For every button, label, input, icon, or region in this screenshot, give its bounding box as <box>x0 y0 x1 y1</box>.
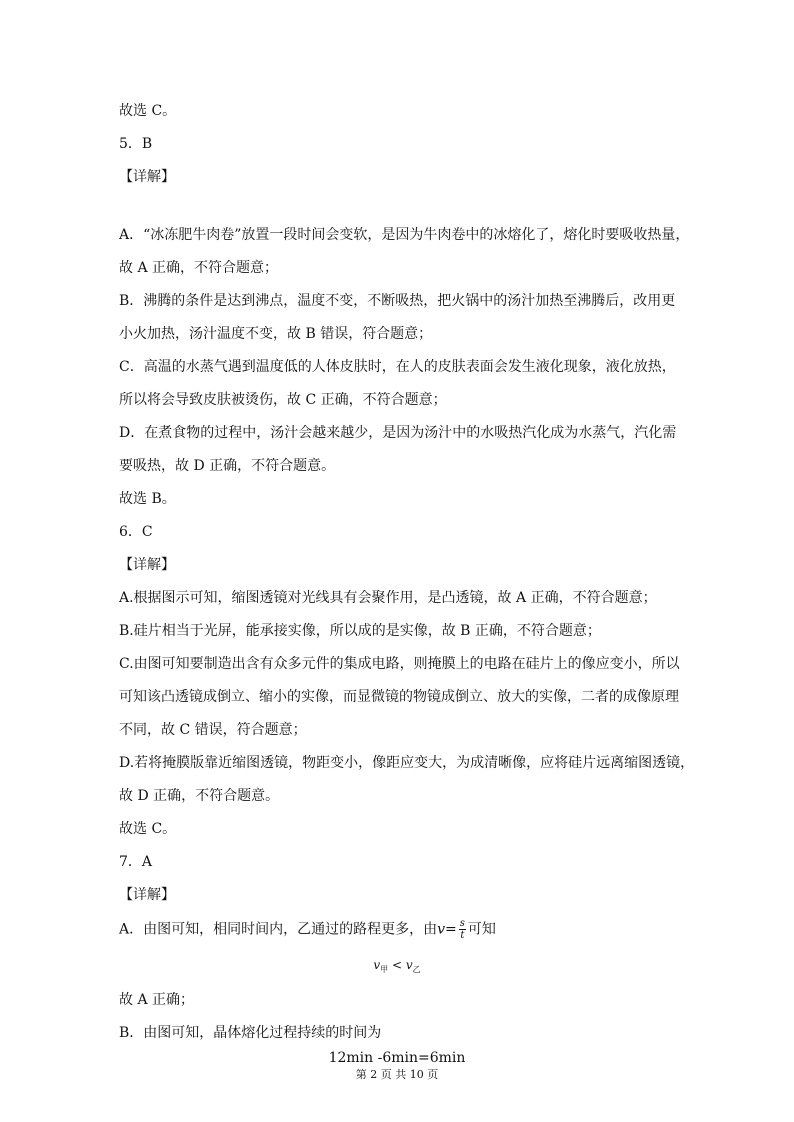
section-heading: 【详解】 <box>119 169 175 185</box>
section-heading: 【详解】 <box>119 887 175 903</box>
text-line: D．在煮食物的过程中，汤汁会越来越少，是因为汤汁中的水吸热汽化成为水蒸气，汽化需 <box>119 425 677 441</box>
time-equation: 12min -6min=6min <box>328 1050 466 1066</box>
text-line: 要吸热，故 D 正确，不符合题意。 <box>119 458 336 474</box>
fraction-denominator: t <box>460 930 465 941</box>
formula-prefix: A．由图可知，相同时间内，乙通过的路程更多，由 <box>119 921 438 938</box>
velocity-symbol-1: v <box>373 958 381 972</box>
section-heading: 【详解】 <box>119 557 175 573</box>
text-line: 故选 C。 <box>119 103 177 119</box>
text-line: 故 A 正确； <box>119 992 195 1008</box>
text-line: 小火加热，汤汁温度不变，故 B 错误，符合题意； <box>119 326 433 342</box>
subscript-1: 甲 <box>380 965 389 974</box>
question-number: 7．A <box>119 854 153 870</box>
formula-lhs: v <box>437 921 446 938</box>
fraction <box>459 918 466 941</box>
text-line: C．高温的水蒸气遇到温度低的人体皮肤时，在人的皮肤表面会发生液化现象，液化放热， <box>119 359 676 375</box>
text-line: A．“冰冻肥牛肉卷”放置一段时间会变软，是因为牛肉卷中的冰熔化了，熔化时要吸收热量， <box>119 227 690 243</box>
text-line: B．由图可知，晶体熔化过程持续的时间为 <box>119 1025 382 1041</box>
text-line: 故 D 正确，不符合题意。 <box>119 788 280 804</box>
less-than-sign: < <box>391 958 403 972</box>
velocity-symbol-2: v <box>405 958 413 972</box>
text-line: 故选 B。 <box>119 491 176 507</box>
text-line: B．沸腾的条件是达到沸点，温度不变，不断吸热，把火锅中的汤汁加热至沸腾后，改用更 <box>119 293 676 309</box>
text-line: 故选 C。 <box>119 821 177 837</box>
text-line: C.由图可知要制造出含有众多元件的集成电路，则掩膜上的电路在硅片上的像应变小，所以 <box>119 656 680 672</box>
question-number: 5．B <box>119 136 153 152</box>
formula-suffix: 可知 <box>467 921 496 938</box>
text-line: 可知该凸透镜成倒立、缩小的实像，而显微镜的物镜成倒立、放大的实像，二者的成像原理 <box>119 689 679 705</box>
subscript-2: 乙 <box>412 965 421 974</box>
page-footer: 第 2 页 共 10 页 <box>355 1068 439 1081</box>
velocity-comparison <box>0 958 794 975</box>
text-line: 不同，故 C 错误，符合题意； <box>119 722 307 738</box>
text-line: A.根据图示可知，缩图透镜对光线具有会聚作用，是凸透镜，故 A 正确，不符合题意； <box>119 590 657 606</box>
text-line: 所以将会导致皮肤被烫伤，故 C 正确，不符合题意； <box>119 392 447 408</box>
formula-equals: = <box>445 921 457 938</box>
text-line: 故 A 正确，不符合题意； <box>119 260 279 276</box>
fraction-numerator: s <box>459 918 465 929</box>
formula-line <box>119 918 496 941</box>
text-line: B.硅片相当于光屏，能承接实像，所以成的是实像，故 B 正确，不符合题意； <box>119 623 601 639</box>
question-number: 6．C <box>119 524 153 540</box>
text-line: D.若将掩膜版靠近缩图透镜，物距变小，像距应变大，为成清晰像，应将硅片远离缩图透镜， <box>119 755 695 771</box>
